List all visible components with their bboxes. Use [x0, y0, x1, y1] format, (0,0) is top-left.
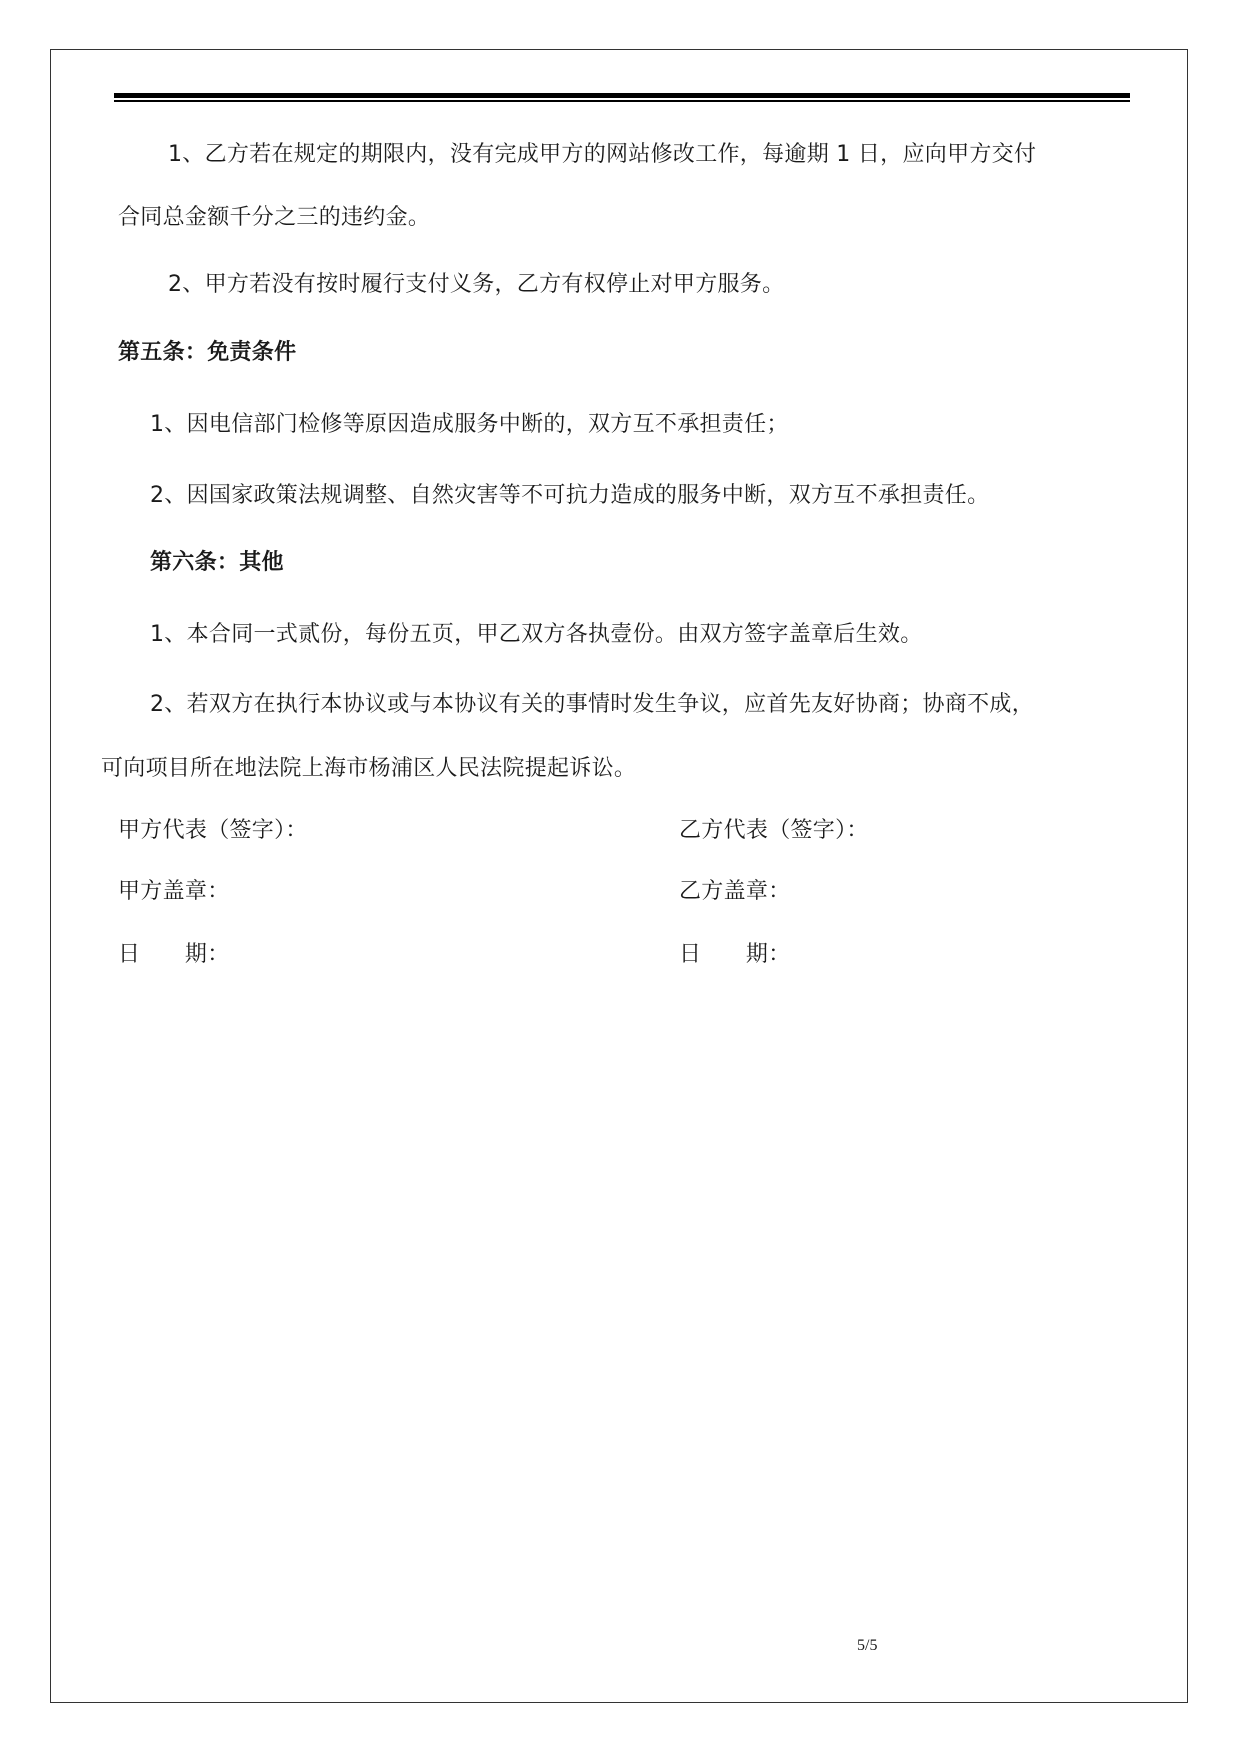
clause-6-item-1: 1、本合同一式贰份，每份五页，甲乙双方各执壹份。由双方签字盖章后生效。 [150, 622, 923, 647]
breach-item-1-line-1: 1、乙方若在规定的期限内，没有完成甲方的网站修改工作，每逾期 1 日，应向甲方交付 [168, 142, 1037, 167]
clause-5-item-2: 2、因国家政策法规调整、自然灾害等不可抗力造成的服务中断，双方互不承担责任。 [150, 483, 990, 508]
clause-6-item-2-line-1: 2、若双方在执行本协议或与本协议有关的事情时发生争议，应首先友好协商；协商不成， [150, 692, 1034, 717]
page-number: 5/5 [857, 1637, 878, 1654]
clause-5-heading: 第五条：免责条件 [118, 340, 297, 365]
header-rule-thin [114, 100, 1130, 102]
party-a-seal-label: 甲方盖章： [118, 879, 230, 904]
party-b-date-label: 日 期： [679, 942, 791, 967]
breach-item-2: 2、甲方若没有按时履行支付义务，乙方有权停止对甲方服务。 [168, 272, 785, 297]
party-b-representative-signature-label: 乙方代表（签字）： [679, 818, 869, 843]
party-a-date-label: 日 期： [118, 942, 230, 967]
header-rule-thick [114, 93, 1130, 98]
party-b-seal-label: 乙方盖章： [679, 879, 791, 904]
breach-item-1-line-2: 合同总金额千分之三的违约金。 [118, 205, 431, 230]
party-a-representative-signature-label: 甲方代表（签字）： [118, 818, 308, 843]
clause-6-heading: 第六条：其他 [150, 550, 284, 575]
clause-5-item-1: 1、因电信部门检修等原因造成服务中断的，双方互不承担责任； [150, 412, 789, 437]
clause-6-item-2-line-2: 可向项目所在地法院上海市杨浦区人民法院提起诉讼。 [101, 756, 637, 781]
